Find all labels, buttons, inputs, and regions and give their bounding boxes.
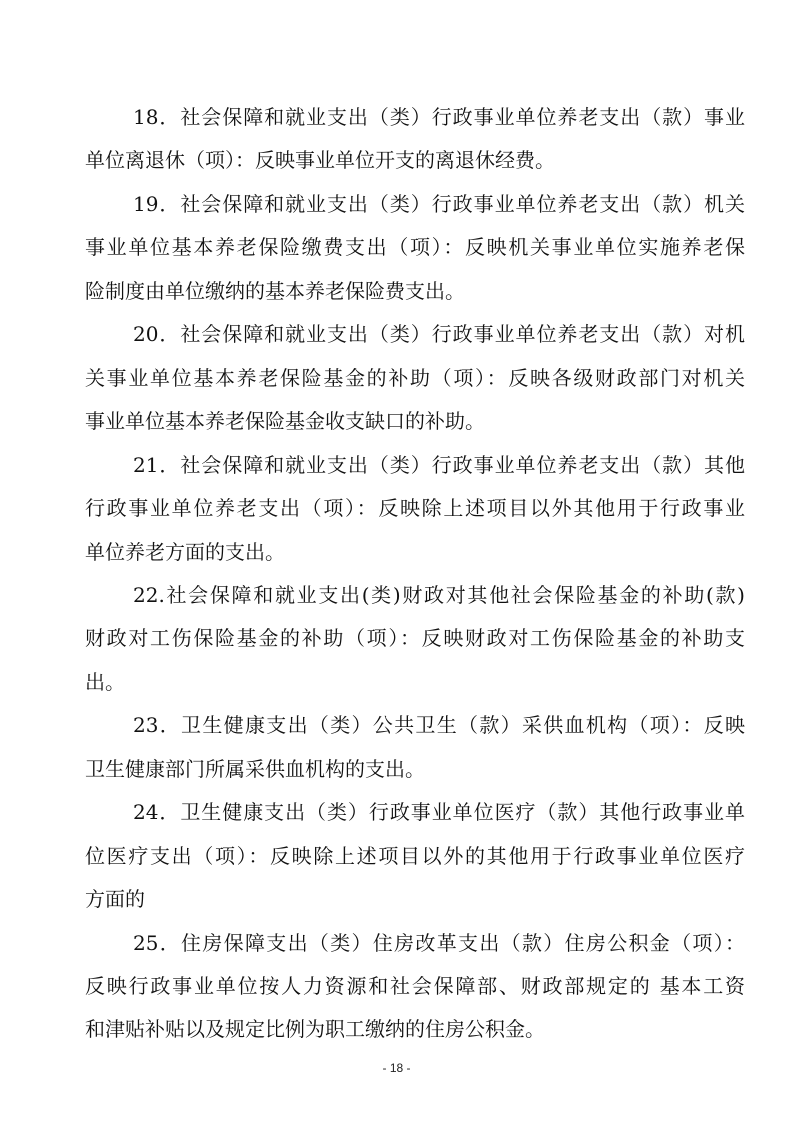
paragraph-line: 单位离退休（项）：反映事业单位开支的离退休经费。 [85, 148, 555, 173]
paragraph-line: 出。 [85, 669, 125, 694]
paragraph-line: 23．卫生健康支出（类）公共卫生（款）采供血机构（项）：反映 [133, 713, 745, 738]
paragraph-line: 事业单位基本养老保险缴费支出（项）：反映机关事业单位实施养老保 [85, 235, 745, 260]
page-number: - 18 - [382, 1061, 411, 1075]
paragraph-line: 22.社会保障和就业支出(类)财政对其他社会保险基金的补助(款) [133, 582, 745, 607]
paragraph-line: 方面的 [85, 887, 145, 912]
paragraph-line: 19．社会保障和就业支出（类）行政事业单位养老支出（款）机关 [133, 191, 745, 216]
paragraph-line: 位医疗支出（项）：反映除上述项目以外的其他用于行政事业单位医疗 [85, 843, 745, 868]
paragraph-line: 关事业单位基本养老保险基金的补助（项）：反映各级财政部门对机关 [85, 365, 745, 390]
paragraph-line: 卫生健康部门所属采供血机构的支出。 [85, 756, 425, 781]
paragraph-line: 事业单位基本养老保险基金收支缺口的补助。 [85, 409, 485, 434]
paragraph-line: 单位养老方面的支出。 [85, 539, 285, 564]
paragraph-line: 18．社会保障和就业支出（类）行政事业单位养老支出（款）事业 [133, 105, 745, 129]
paragraph-line: 21．社会保障和就业支出（类）行政事业单位养老支出（款）其他 [133, 452, 745, 477]
paragraph-line: 和津贴补贴以及规定比例为职工缴纳的住房公积金。 [85, 1017, 545, 1042]
paragraph-line: 行政事业单位养老支出（项）：反映除上述项目以外其他用于行政事业 [85, 496, 745, 521]
paragraph-line: 险制度由单位缴纳的基本养老保险费支出。 [85, 278, 465, 303]
paragraph-line: 25．住房保障支出（类）住房改革支出（款）住房公积金（项）： [133, 930, 745, 955]
paragraph-line: 24．卫生健康支出（类）行政事业单位医疗（款）其他行政事业单 [133, 800, 745, 825]
paragraph-line: 财政对工伤保险基金的补助（项）：反映财政对工伤保险基金的补助支 [85, 626, 745, 651]
paragraph-line: 20．社会保障和就业支出（类）行政事业单位养老支出（款）对机 [133, 322, 745, 347]
paragraph-line: 反映行政事业单位按人力资源和社会保障部、财政部规定的 基本工资 [85, 974, 745, 998]
